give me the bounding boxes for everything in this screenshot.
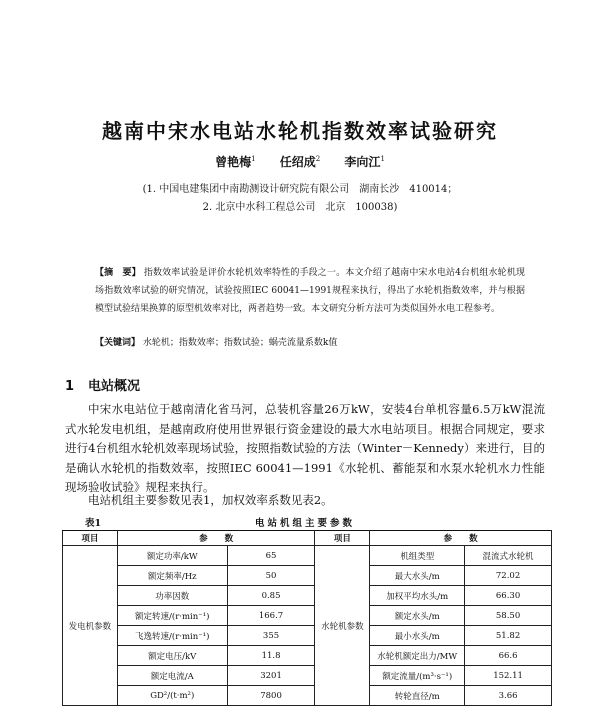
author: 曾艳梅$^1$ xyxy=(215,155,256,169)
table-header: 参 数 xyxy=(117,531,315,546)
parameters-table xyxy=(62,530,552,706)
table-header: 参 数 xyxy=(370,531,552,546)
table-row xyxy=(63,646,552,666)
abstract-text: 指数效率试验是评价水轮机效率特性的手段之一。本文介绍了越南中宋水电站4台机组水轮机现场指数效率试验的研究情况，试验按照IEC 60041—1991规程来执行，得出了水轮机指数效率，并与根据模型试验结果换算的原型机效率对比，两者趋势一致。本文研究分析方法可为类似国外水电工程参考。 xyxy=(95,268,525,314)
param-name: 加权平均水头/m xyxy=(370,586,465,606)
param-name: 额定流量/(m³·s⁻¹) xyxy=(370,666,465,686)
table-row xyxy=(63,606,552,626)
table-title: 电站机组主要参数 xyxy=(255,518,356,529)
param-value: 混流式水轮机 xyxy=(465,546,552,566)
param-value: 66.6 xyxy=(465,646,552,666)
author: 任绍成$^2$ xyxy=(279,155,321,169)
param-value: 58.50 xyxy=(465,606,552,626)
table-row xyxy=(63,666,552,686)
table-row xyxy=(63,546,552,566)
param-name: GD²/(t·m²) xyxy=(117,686,227,706)
body-paragraph: 中宋水电站位于越南清化省马河，总装机容量26万kW，安装4台单机容量6.5万kW混流式水轮发电机组，是越南政府使用世界银行资金建设的最大水电站项目。根据合同规定，要求进行4台机组水轮机效率现场试验，按照指数试验的方法（Winter－Kennedy）来进行，目的是确认水轮机的指数效率，按照IEC 60041—1991《水轮机、蓄能泵和水泵水轮机水力性能现场验收试验》规程来执行。 xyxy=(65,402,545,494)
param-value: 166.7 xyxy=(227,606,315,626)
param-value: 11.8 xyxy=(227,646,315,666)
param-name: 机组类型 xyxy=(370,546,465,566)
param-value: 65 xyxy=(227,546,315,566)
param-name: 转轮直径/m xyxy=(370,686,465,706)
param-name: 功率因数 xyxy=(117,586,227,606)
param-name: 最小水头/m xyxy=(370,626,465,646)
param-value: 355 xyxy=(227,626,315,646)
abstract xyxy=(95,264,525,318)
param-name: 额定频率/Hz xyxy=(117,566,227,586)
table-row xyxy=(63,626,552,646)
table-row xyxy=(63,566,552,586)
param-name: 额定水头/m xyxy=(370,606,465,626)
author: 李向江$^1$ xyxy=(344,155,385,169)
param-name: 额定转速/(r·min⁻¹) xyxy=(117,606,227,626)
keywords xyxy=(95,336,525,350)
param-value: 0.85 xyxy=(227,586,315,606)
table-header-row xyxy=(63,531,552,546)
group-label: 水轮机参数 xyxy=(315,546,370,706)
paper-title: 越南中宋水电站水轮机指数效率试验研究 xyxy=(102,119,498,143)
author-list xyxy=(0,153,600,170)
affiliation: (1. 中国电建集团中南勘测设计研究院有限公司 湖南长沙 410014； xyxy=(142,184,458,195)
param-value: 3201 xyxy=(227,666,315,686)
body-paragraph: 电站机组主要参数见表1，加权效率系数见表2。 xyxy=(88,493,333,507)
table-label: 表1 xyxy=(85,518,102,529)
affiliation: 2. 北京中水科工程总公司 北京 100038) xyxy=(202,202,398,213)
param-value: 3.66 xyxy=(465,686,552,706)
param-name: 额定电流/A xyxy=(117,666,227,686)
table-row xyxy=(63,586,552,606)
table-header: 项目 xyxy=(315,531,370,546)
param-name: 额定电压/kV xyxy=(117,646,227,666)
param-value: 50 xyxy=(227,566,315,586)
section-title: 电站概况 xyxy=(88,379,141,394)
param-value: 72.02 xyxy=(465,566,552,586)
param-name: 最大水头/m xyxy=(370,566,465,586)
table-header: 项目 xyxy=(63,531,118,546)
section-number: 1 xyxy=(65,379,75,394)
param-name: 额定功率/kW xyxy=(117,546,227,566)
param-name: 水轮机额定出力/MW xyxy=(370,646,465,666)
section-heading xyxy=(65,375,140,394)
param-value: 66.30 xyxy=(465,586,552,606)
param-name: 飞逸转速/(r·min⁻¹) xyxy=(117,626,227,646)
keywords-label: 【关键词】 xyxy=(95,338,141,348)
param-value: 7800 xyxy=(227,686,315,706)
param-value: 152.11 xyxy=(465,666,552,686)
param-value: 51.82 xyxy=(465,626,552,646)
keywords-text: 水轮机；指数效率；指数试验；蜗壳流量系数k值 xyxy=(142,338,338,348)
table-row xyxy=(63,686,552,706)
group-label: 发电机参数 xyxy=(63,546,118,706)
abstract-label: 【摘 要】 xyxy=(95,268,141,278)
